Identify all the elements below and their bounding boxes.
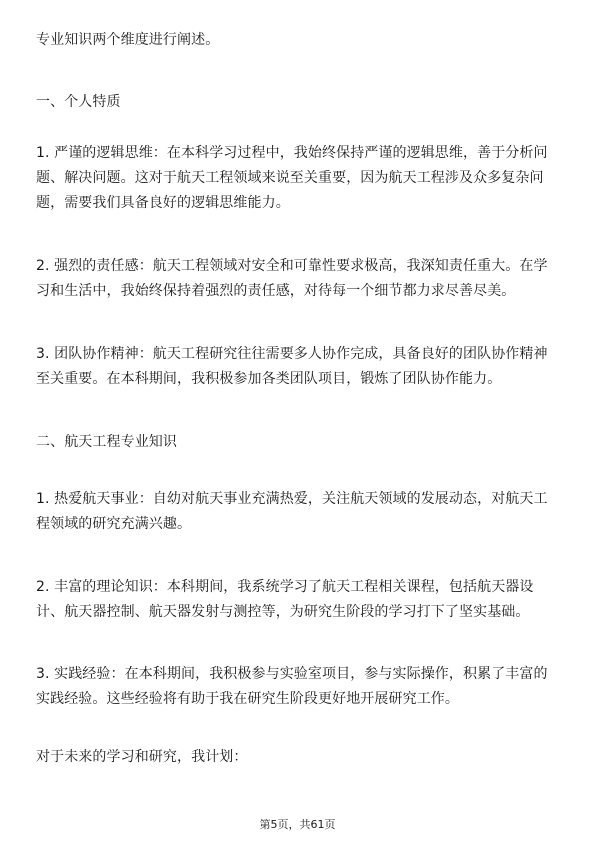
text-line: 题，需要我们具备良好的逻辑思维能力。: [36, 195, 290, 211]
text-line: 至关重要。在本科期间，我积极参加各类团队项目，锻炼了团队协作能力。: [36, 371, 502, 387]
text-line: 二、航天工程专业知识: [36, 434, 177, 450]
paragraph-knowledge-theory: [36, 575, 560, 625]
paragraph-knowledge-passion: [36, 487, 560, 537]
text-line: 题、解决问题。这对于航天工程领域来说至关重要，因为航天工程涉及众多复杂问: [36, 170, 544, 186]
text-line: 专业知识两个维度进行阐述。: [36, 32, 220, 48]
paragraph-trait-responsibility: [36, 254, 560, 304]
section-heading-aerospace-knowledge: [36, 430, 560, 455]
text-line: 一、个人特质: [36, 94, 121, 110]
text-line: 对于未来的学习和研究，我计划：: [36, 749, 248, 765]
text-line: 3. 实践经验：在本科期间，我积极参与实验室项目，参与实际操作，积累了丰富的: [36, 666, 548, 682]
text-line: 计、航天器控制、航天器发射与测控等，为研究生阶段的学习打下了坚实基础。: [36, 604, 530, 620]
section-heading-personal-traits: [36, 90, 560, 115]
paragraph-future-plan-intro: [36, 745, 560, 770]
paragraph-trait-teamwork: [36, 342, 560, 392]
text-line: 1. 热爱航天事业：自幼对航天事业充满热爱，关注航天领域的发展动态，对航天工: [36, 491, 548, 507]
text-line: 3. 团队协作精神：航天工程研究往往需要多人协作完成，具备良好的团队协作精神: [36, 346, 548, 362]
paragraph-knowledge-practice: [36, 662, 560, 712]
paragraph-trait-logical-thinking: [36, 141, 560, 216]
page-number: 第5页，共61页: [259, 818, 336, 831]
paragraph-intro-continuation: [36, 28, 560, 53]
text-line: 2. 丰富的理论知识：本科期间，我系统学习了航天工程相关课程，包括航天器设: [36, 579, 534, 595]
text-line: 程领域的研究充满兴趣。: [36, 516, 192, 532]
text-line: 实践经验。这些经验将有助于我在研究生阶段更好地开展研究工作。: [36, 691, 459, 707]
text-line: 2. 强烈的责任感：航天工程领域对安全和可靠性要求极高，我深知责任重大。在学: [36, 258, 548, 274]
text-line: 1. 严谨的逻辑思维：在本科学习过程中，我始终保持严谨的逻辑思维，善于分析问: [36, 145, 548, 161]
text-line: 习和生活中，我始终保持着强烈的责任感，对待每一个细节都力求尽善尽美。: [36, 283, 516, 299]
